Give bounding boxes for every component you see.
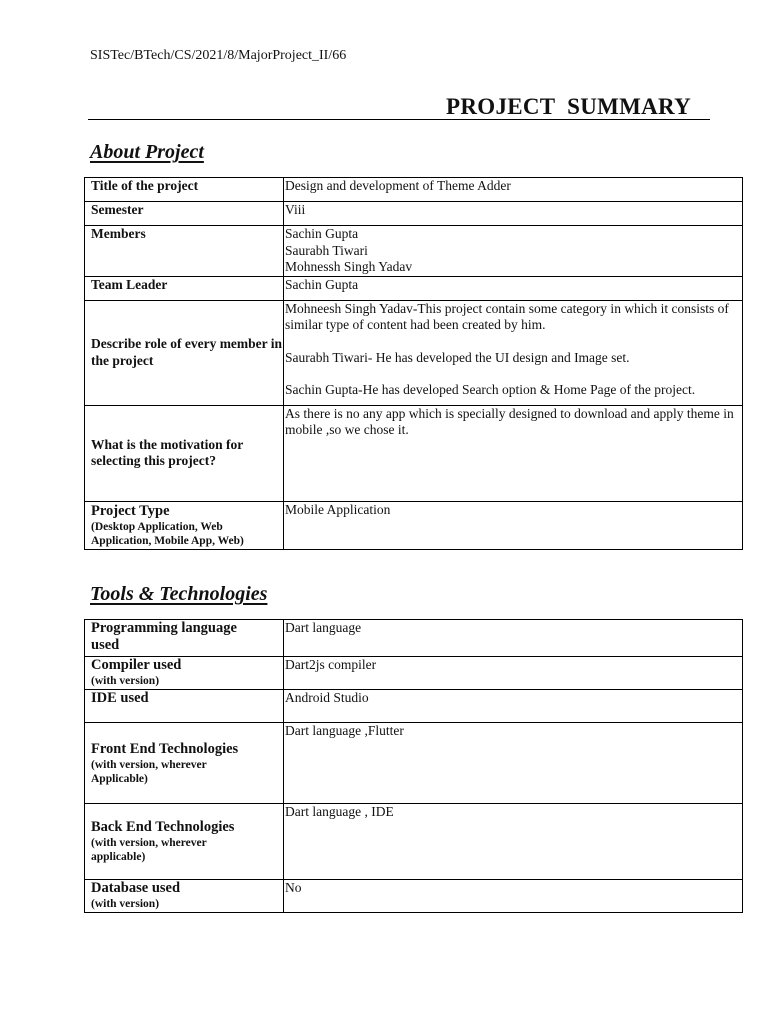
row-value: As there is no any app which is specially designed to download and apply theme in mobile ,so we chose it. [284, 405, 743, 501]
row-value: Mohneesh Singh Yadav-This project contain some category in which it consists of similar type of content had been created by him. Saurabh Tiwari- He has developed the UI design and Image set. Sachin Gupta-He has developed Search option & Home Page of the project. [284, 300, 743, 405]
row-value: Dart2js compiler [284, 657, 743, 690]
table-row [85, 690, 743, 723]
about-project-table [84, 177, 743, 550]
table-row [85, 178, 743, 202]
table-row [85, 300, 743, 405]
row-value: Sachin Gupta Saurabh Tiwari Mohnessh Singh Yadav [284, 226, 743, 277]
row-value: Mobile Application [284, 501, 743, 549]
row-label: Programming language used [85, 620, 284, 657]
row-value: Sachin Gupta [284, 276, 743, 300]
row-label: What is the motivation for selecting this project? [85, 405, 284, 501]
document-reference: SISTec/BTech/CS/2021/8/MajorProject_II/66 [90, 48, 347, 63]
table-row [85, 405, 743, 501]
about-project-heading: About Project [90, 141, 204, 163]
table-row [85, 880, 743, 913]
row-label: Semester [85, 202, 284, 226]
row-label: IDE used [85, 690, 284, 723]
row-value: Dart language [284, 620, 743, 657]
table-row [85, 226, 743, 277]
table-row [85, 276, 743, 300]
title-underline [88, 119, 710, 120]
row-label: Back End Technologies (with version, wherever applicable) [85, 804, 284, 880]
table-row [85, 620, 743, 657]
table-row [85, 657, 743, 690]
row-label: Title of the project [85, 178, 284, 202]
row-label: Describe role of every member in the project [85, 300, 284, 405]
page-title: PROJECT SUMMARY [446, 94, 692, 119]
row-label: Members [85, 226, 284, 277]
row-label: Front End Technologies (with version, wherever Applicable) [85, 723, 284, 804]
table-row [85, 501, 743, 549]
row-value: Design and development of Theme Adder [284, 178, 743, 202]
row-value: Viii [284, 202, 743, 226]
tools-technologies-heading: Tools & Technologies [90, 583, 268, 605]
row-value: No [284, 880, 743, 913]
table-row [85, 202, 743, 226]
table-row [85, 723, 743, 804]
row-label: Project Type (Desktop Application, Web Application, Mobile App, Web) [85, 501, 284, 549]
table-row [85, 804, 743, 880]
row-label: Database used (with version) [85, 880, 284, 913]
row-value: Dart language , IDE [284, 804, 743, 880]
row-label: Team Leader [85, 276, 284, 300]
tools-technologies-table [84, 619, 743, 913]
row-value: Android Studio [284, 690, 743, 723]
row-label: Compiler used (with version) [85, 657, 284, 690]
row-value: Dart language ,Flutter [284, 723, 743, 804]
